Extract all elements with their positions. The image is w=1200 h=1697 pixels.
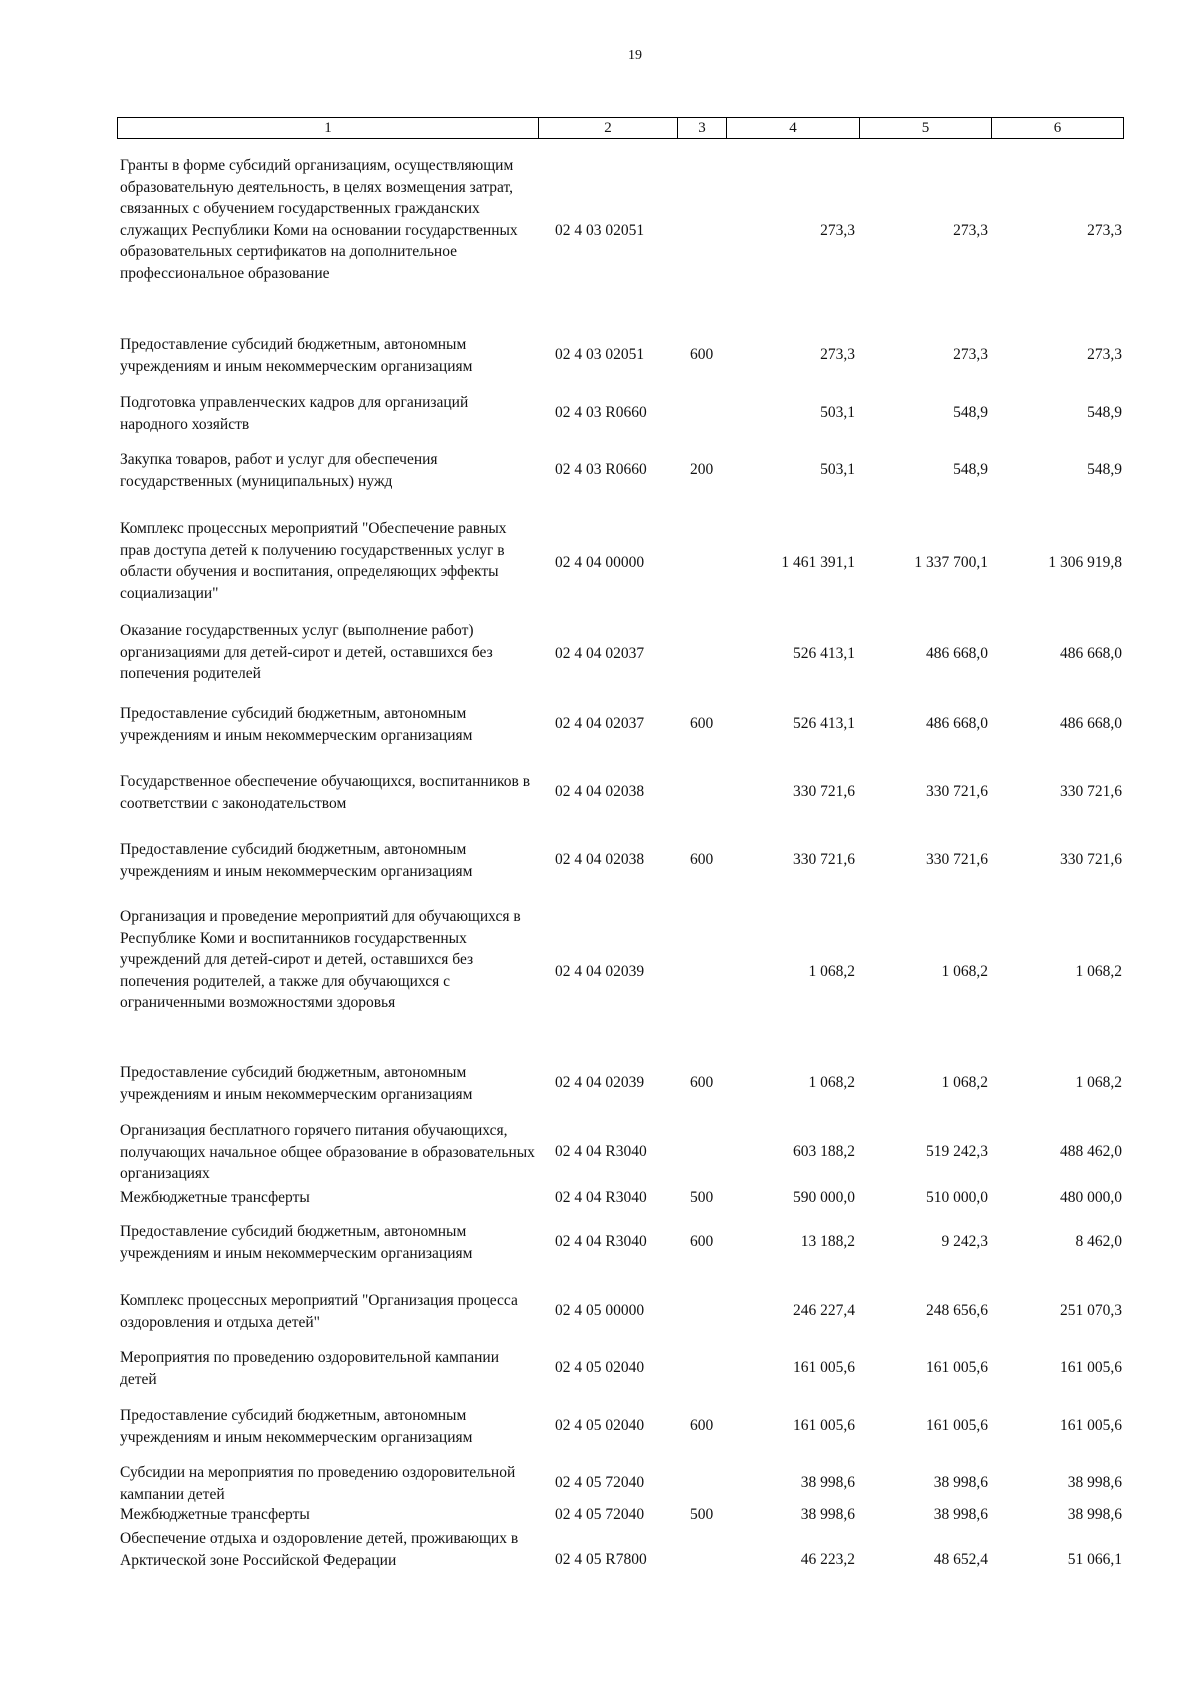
amount-col-6: 330 721,6 <box>1060 783 1122 800</box>
row-description: Комплекс процессных мероприятий "Организация процесса оздоровления и отдыха детей" <box>120 1292 518 1331</box>
column-header-2: 2 <box>539 118 678 139</box>
target-article-code: 02 4 05 02040 <box>555 1359 645 1376</box>
amount-col-4: 1 068,2 <box>808 963 855 980</box>
row-description: Обеспечение отдыха и оздоровление детей, проживающих в Арктической зоне Российской Федерации <box>120 1530 519 1569</box>
target-article-code: 02 4 03 R0660 <box>555 404 647 421</box>
target-article-code: 02 4 04 02039 <box>555 963 645 980</box>
amount-col-4: 526 413,1 <box>793 644 855 662</box>
row-description: Предоставление субсидий бюджетным, автономным учреждениям и иным некоммерческим организациям <box>120 1407 473 1446</box>
target-article-code: 02 4 04 R3040 <box>555 1143 647 1160</box>
amount-col-4: 273,3 <box>820 222 855 239</box>
table-row <box>0 839 1200 881</box>
amount-col-6: 480 000,0 <box>1060 1188 1122 1206</box>
amount-col-6: 38 998,6 <box>1067 1474 1122 1491</box>
amount-col-6: 161 005,6 <box>1060 1417 1122 1434</box>
target-article-code: 02 4 05 00000 <box>555 1302 645 1319</box>
target-article-code: 02 4 04 02038 <box>555 783 645 800</box>
target-article-code: 02 4 04 R3040 <box>555 1233 647 1250</box>
amount-col-6: 251 070,3 <box>1060 1302 1122 1319</box>
amount-col-6: 548,9 <box>1087 461 1122 478</box>
amount-col-4: 1 461 391,1 <box>781 554 855 571</box>
amount-col-5: 48 652,4 <box>933 1551 988 1568</box>
target-article-code: 02 4 04 02039 <box>555 1074 645 1091</box>
amount-col-5: 519 242,3 <box>926 1143 988 1160</box>
row-description: Предоставление субсидий бюджетным, автономным учреждениям и иным некоммерческим организациям <box>120 1223 473 1262</box>
target-article-code: 02 4 05 72040 <box>555 1474 645 1491</box>
amount-col-4: 503,1 <box>820 461 855 478</box>
table-row <box>0 1528 1200 1592</box>
table-row <box>0 1504 1200 1525</box>
expense-type-code: 600 <box>690 715 714 732</box>
amount-col-6: 486 668,0 <box>1060 715 1122 732</box>
amount-col-5: 273,3 <box>953 222 988 239</box>
row-description: Предоставление субсидий бюджетным, автономным учреждениям и иным некоммерческим организациям <box>120 336 473 375</box>
table-row <box>0 518 1200 608</box>
target-article-code: 02 4 05 02040 <box>555 1417 645 1434</box>
table-row <box>0 1290 1200 1332</box>
amount-col-5: 38 998,6 <box>933 1505 988 1523</box>
amount-col-6: 1 306 919,8 <box>1048 554 1122 571</box>
amount-col-4: 330 721,6 <box>793 851 855 868</box>
amount-col-5: 161 005,6 <box>926 1359 988 1376</box>
target-article-code: 02 4 03 R0660 <box>555 461 647 478</box>
row-description: Комплекс процессных мероприятий "Обеспечение равных прав доступа детей к получению государственных услуг в области обучения и воспитания, определяющих эффекты социализации" <box>120 520 507 602</box>
amount-col-6: 38 998,6 <box>1067 1505 1122 1523</box>
amount-col-4: 273,3 <box>820 346 855 363</box>
amount-col-6: 161 005,6 <box>1060 1359 1122 1376</box>
amount-col-5: 330 721,6 <box>926 851 988 868</box>
amount-col-6: 273,3 <box>1087 346 1122 363</box>
amount-col-5: 9 242,3 <box>941 1233 988 1250</box>
amount-col-4: 603 188,2 <box>793 1143 855 1160</box>
expense-type-code: 500 <box>690 1505 714 1523</box>
column-header-4: 4 <box>727 118 860 139</box>
amount-col-4: 38 998,6 <box>800 1505 855 1523</box>
amount-col-5: 486 668,0 <box>926 715 988 732</box>
row-description: Предоставление субсидий бюджетным, автономным учреждениям и иным некоммерческим организациям <box>120 841 473 880</box>
target-article-code: 02 4 04 02037 <box>555 644 645 662</box>
table-row <box>0 1405 1200 1447</box>
table-row <box>0 906 1200 1038</box>
amount-col-6: 486 668,0 <box>1060 644 1122 662</box>
amount-col-6: 1 068,2 <box>1075 963 1122 980</box>
target-article-code: 02 4 04 02038 <box>555 851 645 868</box>
row-description: Субсидии на мероприятия по проведению оздоровительной кампании детей <box>120 1464 516 1503</box>
amount-col-5: 548,9 <box>953 404 988 421</box>
expense-type-code: 200 <box>690 461 714 478</box>
column-header-table <box>117 117 1124 139</box>
amount-col-4: 161 005,6 <box>793 1359 855 1376</box>
row-description: Организация бесплатного горячего питания обучающихся, получающих начальное общее образование в образовательных организациях <box>120 1122 535 1182</box>
row-description: Организация и проведение мероприятий для обучающихся в Республике Коми и воспитанников государственных учреждений для детей-сирот и детей, оставшихся без попечения родителей, а также для обучающихся с ограниченными возможностями здоровья <box>120 908 521 1011</box>
amount-col-4: 526 413,1 <box>793 715 855 732</box>
expense-type-code: 600 <box>690 851 714 868</box>
row-description: Межбюджетные трансферты <box>120 1189 310 1206</box>
amount-col-4: 13 188,2 <box>800 1233 855 1250</box>
amount-col-6: 273,3 <box>1087 222 1122 239</box>
amount-col-5: 548,9 <box>953 461 988 478</box>
expense-type-code: 600 <box>690 346 714 363</box>
table-row <box>0 620 1200 687</box>
amount-col-4: 330 721,6 <box>793 783 855 800</box>
table-row <box>0 771 1200 813</box>
expense-type-code: 600 <box>690 1417 714 1434</box>
column-header-1: 1 <box>118 118 539 139</box>
target-article-code: 02 4 05 R7800 <box>555 1551 647 1568</box>
table-row <box>0 392 1200 434</box>
target-article-code: 02 4 03 02051 <box>555 222 645 239</box>
table-row <box>0 1221 1200 1263</box>
page-number: 19 <box>628 48 642 63</box>
amount-col-6: 8 462,0 <box>1075 1233 1122 1250</box>
amount-col-5: 1 068,2 <box>941 1074 988 1091</box>
row-description: Гранты в форме субсидий организациям, осуществляющим образовательную деятельность, в целях возмещения затрат, связанных с обучением государственных гражданских служащих Республики Коми на основании государственных образовательных сертификатов на дополнительное профессиональное образование <box>120 157 518 282</box>
amount-col-6: 548,9 <box>1087 404 1122 421</box>
row-description: Государственное обеспечение обучающихся, воспитанников в соответствии с законодательством <box>120 773 531 812</box>
amount-col-4: 161 005,6 <box>793 1417 855 1434</box>
amount-col-4: 590 000,0 <box>793 1188 855 1206</box>
amount-col-5: 1 337 700,1 <box>914 554 988 571</box>
row-description: Закупка товаров, работ и услуг для обеспечения государственных (муниципальных) нужд <box>120 451 438 490</box>
amount-col-5: 486 668,0 <box>926 644 988 662</box>
amount-col-4: 46 223,2 <box>800 1551 855 1568</box>
expense-type-code: 600 <box>690 1233 714 1250</box>
target-article-code: 02 4 04 R3040 <box>555 1188 647 1206</box>
amount-col-4: 38 998,6 <box>800 1474 855 1491</box>
row-description: Предоставление субсидий бюджетным, автономным учреждениям и иным некоммерческим организациям <box>120 1064 473 1103</box>
amount-col-6: 330 721,6 <box>1060 851 1122 868</box>
table-row <box>0 449 1200 491</box>
expense-type-code: 500 <box>690 1188 714 1206</box>
target-article-code: 02 4 04 02037 <box>555 715 645 732</box>
amount-col-5: 161 005,6 <box>926 1417 988 1434</box>
amount-col-4: 503,1 <box>820 404 855 421</box>
amount-col-5: 1 068,2 <box>941 963 988 980</box>
column-header-3: 3 <box>678 118 727 139</box>
row-description: Межбюджетные трансферты <box>120 1506 310 1523</box>
row-description: Предоставление субсидий бюджетным, автономным учреждениям и иным некоммерческим организациям <box>120 705 473 744</box>
amount-col-5: 248 656,6 <box>926 1302 988 1319</box>
target-article-code: 02 4 04 00000 <box>555 554 645 571</box>
target-article-code: 02 4 03 02051 <box>555 346 645 363</box>
amount-col-5: 330 721,6 <box>926 783 988 800</box>
table-row <box>0 1062 1200 1104</box>
amount-col-6: 1 068,2 <box>1075 1074 1122 1091</box>
amount-col-4: 246 227,4 <box>793 1302 855 1319</box>
amount-col-5: 38 998,6 <box>933 1474 988 1491</box>
amount-col-6: 488 462,0 <box>1060 1143 1122 1160</box>
column-header-6: 6 <box>992 118 1124 139</box>
table-row <box>0 1462 1200 1504</box>
row-description: Мероприятия по проведению оздоровительной кампании детей <box>120 1349 499 1388</box>
amount-col-5: 510 000,0 <box>926 1188 988 1206</box>
table-row <box>0 703 1200 745</box>
column-header-5: 5 <box>860 118 992 139</box>
table-row <box>0 1347 1200 1389</box>
amount-col-6: 51 066,1 <box>1067 1551 1122 1568</box>
table-row <box>0 155 1200 307</box>
expense-type-code: 600 <box>690 1074 714 1091</box>
target-article-code: 02 4 05 72040 <box>555 1505 645 1523</box>
table-row <box>0 334 1200 376</box>
row-description: Подготовка управленческих кадров для организаций народного хозяйств <box>120 394 469 433</box>
table-row <box>0 1187 1200 1208</box>
amount-col-4: 1 068,2 <box>808 1074 855 1091</box>
row-description: Оказание государственных услуг (выполнение работ) организациями для детей-сирот и детей, оставшихся без попечения родителей <box>120 622 493 682</box>
table-row <box>0 1120 1200 1184</box>
amount-col-5: 273,3 <box>953 346 988 363</box>
